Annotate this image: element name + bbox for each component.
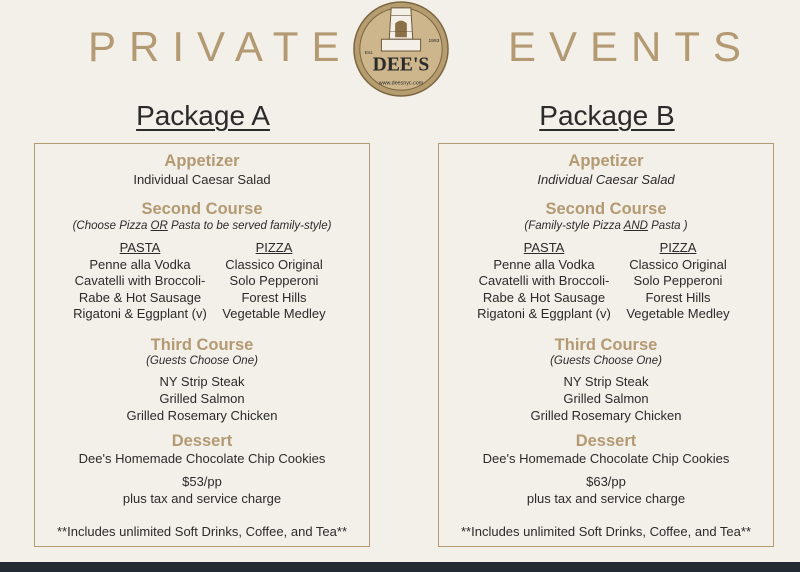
pizza-item: Vegetable Medley [222,306,326,321]
pizza-heading: PIZZA [255,240,293,255]
third-course-item: Grilled Salmon [563,391,649,406]
pasta-item: Penne alla Vodka [89,256,191,272]
pizza-item: Classico Original [225,256,323,272]
price: $63/pp [586,474,626,489]
pizza-item: Solo Pepperoni [229,273,319,288]
pasta-item: Rigatoni & Eggplant (v) [477,306,611,321]
dees-logo [352,0,450,98]
logo-year: 1993 [428,39,440,45]
footer-bar [0,562,800,572]
note-text-a: (Family-style Pizza [524,220,624,232]
note-text-b: Pasta to be served family-style) [167,220,332,232]
package-b-card [438,143,774,547]
note-text-a: (Choose Pizza [72,220,151,232]
pasta-item: Rigatoni & Eggplant (v) [73,306,207,321]
dessert-item: Dee's Homemade Chocolate Chip Cookies [78,451,326,466]
appetizer-heading: Appetizer [568,152,644,170]
third-course-heading: Third Course [554,336,658,354]
price-note: plus tax and service charge [122,491,282,506]
second-course-note [439,219,773,234]
price-note: plus tax and service charge [526,491,686,506]
pasta-item: Rabe & Hot Sausage [482,289,606,305]
pizza-column [199,240,349,323]
pasta-item: Cavatelli with Broccoli- [74,273,206,288]
logo-est: Est. [364,50,374,56]
pasta-column [65,240,215,323]
third-course-item: Grilled Salmon [159,391,245,406]
pasta-item: Cavatelli with Broccoli- [478,273,610,288]
price: $53/pp [182,474,222,489]
includes-note: **Includes unlimited Soft Drinks, Coffee, and Tea** [460,524,752,539]
pasta-heading: PASTA [119,240,161,255]
header-right-word: EVENTS [508,23,755,70]
pizza-column [603,240,753,323]
pizza-item: Classico Original [629,256,727,272]
note-emphasis: AND [623,220,648,232]
pasta-heading: PASTA [523,240,565,255]
pasta-column [469,240,619,323]
header-left-word: PRIVATE [88,23,353,70]
appetizer-item: Individual Caesar Salad [133,172,271,187]
second-course-heading: Second Course [141,200,263,218]
pasta-item: Penne alla Vodka [493,256,595,272]
logo-url: www.deesnyc.com [378,80,424,87]
dessert-heading: Dessert [575,432,637,450]
third-course-item: NY Strip Steak [159,374,245,389]
second-course-heading: Second Course [545,200,667,218]
dessert-item: Dee's Homemade Chocolate Chip Cookies [482,451,730,466]
pasta-item: Rabe & Hot Sausage [78,289,202,305]
pizza-item: Forest Hills [241,289,307,305]
pizza-item: Solo Pepperoni [633,273,723,288]
note-emphasis: OR [150,220,168,232]
third-course-item: NY Strip Steak [563,374,649,389]
third-course-heading: Third Course [150,336,254,354]
note-text-b: Pasta ) [647,220,688,232]
package-a-card [34,143,370,547]
third-course-note: (Guests Choose One) [550,355,662,367]
pizza-item: Vegetable Medley [626,306,730,321]
appetizer-heading: Appetizer [164,152,240,170]
includes-note: **Includes unlimited Soft Drinks, Coffee, and Tea** [56,524,348,539]
logo-name: DEE'S [372,54,430,76]
pizza-heading: PIZZA [659,240,697,255]
package-a-title: Package A [136,100,270,131]
pizza-item: Forest Hills [645,289,711,305]
dessert-heading: Dessert [171,432,233,450]
appetizer-item: Individual Caesar Salad [537,172,675,187]
third-course-item: Grilled Rosemary Chicken [530,408,682,423]
second-course-note [35,219,369,234]
third-course-item: Grilled Rosemary Chicken [126,408,278,423]
third-course-note: (Guests Choose One) [146,355,258,367]
package-b-title: Package B [539,100,675,131]
